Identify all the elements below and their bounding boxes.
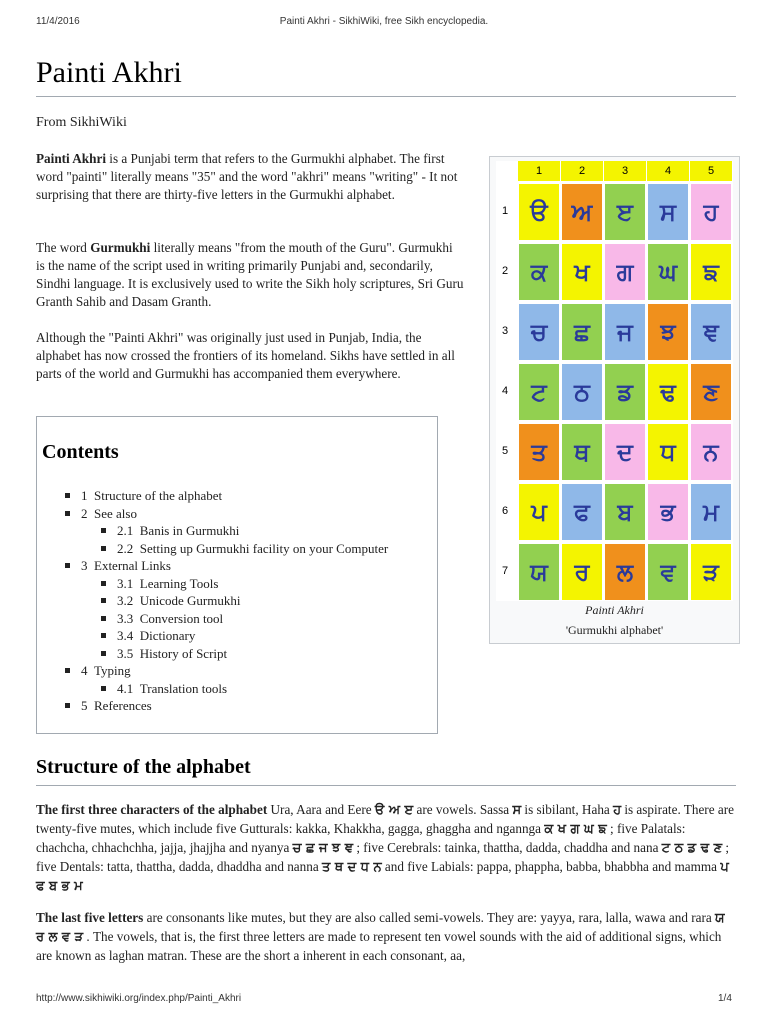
gurmukhi-letter-cell: ਣ — [690, 363, 732, 421]
page-title: Painti Akhri — [36, 56, 736, 97]
toc-item[interactable]: 3.4 Dictionary — [37, 627, 437, 645]
toc-item[interactable]: 2.2 Setting up Gurmukhi facility on your Computer — [37, 540, 437, 558]
gurmukhi-letter-cell: ਸ — [647, 183, 689, 241]
gurmukhi-letter-cell: ਥ — [561, 423, 603, 481]
gurmukhi-letter-cell: ੳ — [518, 183, 560, 241]
toc-item[interactable]: 2 See also — [37, 505, 437, 523]
gurmukhi-letter-cell: ਠ — [561, 363, 603, 421]
gurmukhi-letter-cell: ਕ — [518, 243, 560, 301]
table-of-contents — [36, 416, 438, 734]
gurmukhi-letter-cell: ਯ — [518, 543, 560, 601]
gurmukhi-letter-cell: ਮ — [690, 483, 732, 541]
toc-item[interactable]: 3.1 Learning Tools — [37, 575, 437, 593]
grid-row-header: 5 — [501, 445, 509, 457]
toc-link[interactable]: Dictionary — [139, 628, 196, 643]
toc-item[interactable]: 5 References — [37, 697, 437, 715]
gurmukhi-alphabet-figure — [489, 156, 740, 644]
gurmukhi-labials: ਪ ਫ ਬ ਭ ਮ — [36, 860, 729, 894]
toc-link[interactable]: Learning Tools — [139, 575, 219, 591]
gurmukhi-letter-cell: ਚ — [518, 303, 560, 361]
structure-paragraph-1: The first three characters of the alphabet Ura, Aara and Eere ੳ ਅ ੲ are vowels. Sassa ਸ is sibilant, Haha ਹ is aspirate. There are twenty-five mutes, which include five Gutturals: kakka, Khakkha, gagga, ghaggha and ngannga ਕ ਖ ਗ ਘ ਙ ; five Palatals: chachcha, chhachchha, jajja, jhajjha and nyanya ਚ ਛ ਜ ਝ ਞ ; five Cerebrals: tainka, thattha, dadda, chaddha and nana ਟ ਠ ਡ ਢ ਣ ; five Dentals: tatta, thattha, dadda, dhaddha and nanna ਤ ਥ ਦ ਧ ਨ and five Labials: pappa, phappha, babba, bhabbha and mamma ਪ ਫ ਬ ਭ ਮ — [36, 802, 734, 894]
grid-row-header: 4 — [501, 385, 509, 397]
grid-row-header: 3 — [501, 325, 509, 337]
grid-row-header: 7 — [501, 565, 509, 577]
print-page-title: Painti Akhri - SikhiWiki, free Sikh encyclopedia. — [279, 16, 489, 27]
gurmukhi-semivowels: ਯ ਰ ਲ ਵ ੜ — [36, 911, 725, 945]
print-date: 11/4/2016 — [36, 16, 80, 27]
history-paragraph: Although the "Painti Akhri" was originally just used in Punjab, India, the alphabet has now crossed the frontiers of its homeland. Sikhs have settled in all parts of the world and Gurmukhi has accompanied them everywhere. — [36, 330, 455, 381]
toc-item[interactable]: 4.1 Translation tools — [37, 680, 437, 698]
gurmukhi-letter-cell: ਝ — [647, 303, 689, 361]
gurmukhi-letter-cell: ਦ — [604, 423, 646, 481]
gurmukhi-letter-cell: ਨ — [690, 423, 732, 481]
gurmukhi-letter-cell: ਧ — [647, 423, 689, 481]
toc-item[interactable]: 1 Structure of the alphabet — [37, 487, 437, 505]
gurmukhi-letter-cell: ਲ — [604, 543, 646, 601]
gurmukhi-letter-cell: ਘ — [647, 243, 689, 301]
gurmukhi-letter-cell: ੜ — [690, 543, 732, 601]
toc-link[interactable]: Translation tools — [139, 680, 228, 696]
section-heading-structure: Structure of the alphabet — [36, 756, 736, 786]
toc-item[interactable]: 3.5 History of Script — [37, 645, 437, 663]
toc-link[interactable]: See also — [94, 505, 137, 521]
gurmukhi-letter-cell: ਹ — [690, 183, 732, 241]
grid-column-header: 4 — [647, 161, 689, 181]
figure-caption-sub: 'Gurmukhi alphabet' — [565, 623, 664, 637]
gurmukhi-vowels: ੳ ਅ ੲ — [374, 803, 414, 818]
gurmukhi-letter-cell: ਙ — [690, 243, 732, 301]
from-sikhiwiki: From SikhiWiki — [36, 115, 127, 130]
gurmukhi-letter-cell: ਭ — [647, 483, 689, 541]
toc-link[interactable]: Structure of the alphabet — [94, 488, 223, 503]
gurmukhi-gutturals: ਕ ਖ ਗ ਘ ਙ — [544, 822, 607, 837]
gurmukhi-cerebrals: ਟ ਠ ਡ ਢ ਣ — [661, 841, 723, 856]
grid-column-header: 5 — [690, 161, 732, 181]
toc-list — [37, 487, 437, 715]
gurmukhi-letter-cell: ਰ — [561, 543, 603, 601]
gurmukhi-letter-cell: ਞ — [690, 303, 732, 361]
gurmukhi-letter-cell: ਫ — [561, 483, 603, 541]
toc-link[interactable]: Conversion tool — [139, 610, 224, 626]
gurmukhi-letter-cell: ਵ — [647, 543, 689, 601]
gurmukhi-paragraph: The word Gurmukhi literally means "from the mouth of the Guru". Gurmukhi is the name of the script used in writing primarily Punjabi and, secondarily, Sindhi language. It is exclusively used to write the Sikh holy scriptures, Sri Guru Granth Sahib and Dasam Granth. — [36, 240, 464, 309]
toc-item[interactable]: 2.1 Banis in Gurmukhi — [37, 522, 437, 540]
toc-item[interactable]: 3 External Links — [37, 557, 437, 575]
toc-link[interactable]: Typing — [94, 663, 131, 678]
gurmukhi-letter-cell: ਜ — [604, 303, 646, 361]
grid-column-header: 2 — [561, 161, 603, 181]
gurmukhi-letter-cell: ਤ — [518, 423, 560, 481]
gurmukhi-letter-cell: ਟ — [518, 363, 560, 421]
grid-column-header: 3 — [604, 161, 646, 181]
gurmukhi-letter-cell: ਢ — [647, 363, 689, 421]
gurmukhi-letter-cell: ਡ — [604, 363, 646, 421]
figure-caption-title: Painti Akhri — [585, 603, 644, 617]
print-page-number: 1/4 — [718, 993, 732, 1004]
grid-row-header: 2 — [501, 265, 509, 277]
gurmukhi-letter-cell: ਪ — [518, 483, 560, 541]
grid-row-header: 6 — [501, 505, 509, 517]
toc-link[interactable]: History of Script — [139, 645, 228, 661]
term-painti-akhri: Painti Akhri — [36, 151, 106, 166]
gurmukhi-letter-cell: ੲ — [604, 183, 646, 241]
grid-column-header: 1 — [518, 161, 560, 181]
toc-link[interactable]: External Links — [94, 558, 171, 573]
gurmukhi-palatals: ਚ ਛ ਜ ਝ ਞ — [292, 841, 354, 856]
toc-item[interactable]: 3.2 Unicode Gurmukhi — [37, 592, 437, 610]
toc-title: Contents — [42, 441, 119, 463]
gurmukhi-dentals: ਤ ਥ ਦ ਧ ਨ — [322, 860, 382, 875]
term-gurmukhi: Gurmukhi — [90, 240, 151, 255]
gurmukhi-letter-cell: ਬ — [604, 483, 646, 541]
grid-row-header: 1 — [501, 205, 509, 217]
toc-link[interactable]: Banis in Gurmukhi — [139, 523, 240, 538]
structure-paragraph-2: The last five letters are consonants like mutes, but they are also called semi-vowels. They are: yayya, rara, lalla, wawa and rara ਯ ਰ ਲ ਵ ੜ . The vowels, that is, the first three letters are made to represent ten vowel sounds with the aid of additional signs, which are known as laghan matran. These are the short a inherent in each consonant, aa, — [36, 910, 725, 963]
toc-item[interactable]: 3.3 Conversion tool — [37, 610, 437, 628]
print-url: http://www.sikhiwiki.org/index.php/Painti_Akhri — [36, 993, 242, 1004]
gurmukhi-letter-cell: ਛ — [561, 303, 603, 361]
toc-link[interactable]: Unicode Gurmukhi — [139, 593, 241, 608]
gurmukhi-letter-cell: ਖ — [561, 243, 603, 301]
gurmukhi-sassa: ਸ — [512, 803, 522, 818]
intro-paragraph: Painti Akhri is a Punjabi term that refers to the Gurmukhi alphabet. The first word "painti" literally means "35" and the word "akhri" means "writing" - It not surprising that there are thirty-five letters in the Gurmukhi alphabet. — [36, 151, 458, 202]
gurmukhi-haha: ਹ — [613, 803, 622, 818]
gurmukhi-letter-cell: ਗ — [604, 243, 646, 301]
gurmukhi-letter-cell: ਅ — [561, 183, 603, 241]
toc-item[interactable]: 4 Typing — [37, 662, 437, 680]
toc-link[interactable]: Setting up Gurmukhi facility on your Computer — [139, 540, 389, 556]
toc-link[interactable]: References — [94, 698, 152, 713]
alphabet-grid[interactable] — [496, 161, 733, 601]
